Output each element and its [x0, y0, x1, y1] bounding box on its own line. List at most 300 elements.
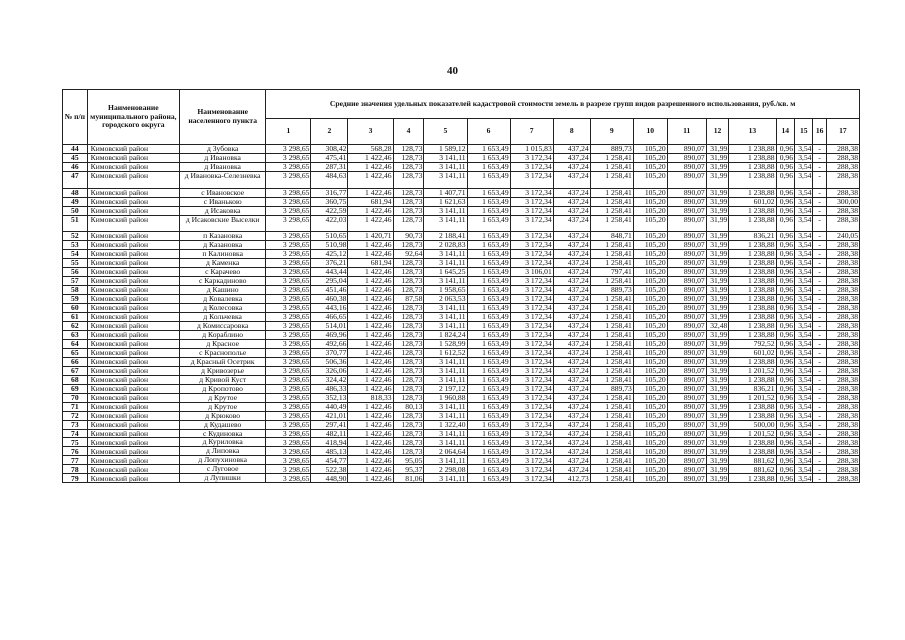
table-row — [63, 375, 860, 384]
value-cell: 3,54 — [795, 321, 813, 330]
column-number-header: 15 — [795, 119, 813, 145]
value-cell: 288,38 — [826, 348, 859, 357]
value-cell: 1 201,52 — [729, 429, 776, 438]
value-cell: 128,73 — [393, 268, 424, 277]
value-cell: 3,54 — [795, 393, 813, 402]
value-cell: 1 653,49 — [467, 474, 510, 483]
table-row — [63, 393, 860, 402]
value-cell: 1 422,46 — [348, 447, 393, 456]
value-cell: 3 298,65 — [266, 250, 311, 259]
value-cell: 568,28 — [348, 145, 393, 154]
value-cell: 3 172,34 — [510, 215, 553, 232]
value-cell: 105,20 — [633, 277, 667, 286]
value-cell: 31,99 — [706, 145, 729, 154]
value-cell: - — [813, 384, 826, 393]
table-row — [63, 465, 860, 474]
value-cell: 0,96 — [776, 384, 794, 393]
value-cell: 105,20 — [633, 197, 667, 206]
value-cell: 1 238,88 — [729, 447, 776, 456]
value-cell: 437,24 — [553, 162, 590, 171]
value-cell: 3 141,11 — [424, 429, 467, 438]
value-cell: 437,24 — [553, 330, 590, 339]
value-cell: 0,96 — [776, 312, 794, 321]
value-cell: 3 298,65 — [266, 215, 311, 232]
column-number-header: 12 — [706, 119, 729, 145]
value-cell: 288,38 — [826, 250, 859, 259]
value-cell: 31,99 — [706, 465, 729, 474]
value-cell: 437,24 — [553, 429, 590, 438]
value-cell: 3 298,65 — [266, 411, 311, 420]
value-cell: 3,54 — [795, 447, 813, 456]
value-cell: 0,96 — [776, 232, 794, 241]
region-name: Кимовский район — [87, 162, 179, 171]
value-cell: 890,07 — [667, 277, 706, 286]
value-cell: 1 422,46 — [348, 162, 393, 171]
value-cell: 1 653,49 — [467, 411, 510, 420]
value-cell: - — [813, 197, 826, 206]
value-cell: 1 653,49 — [467, 339, 510, 348]
value-cell: 437,24 — [553, 171, 590, 188]
value-cell: 3 141,11 — [424, 250, 467, 259]
value-cell: 1 422,46 — [348, 474, 393, 483]
row-number: 67 — [63, 366, 88, 375]
value-cell: 105,20 — [633, 215, 667, 232]
value-cell: 1 238,88 — [729, 321, 776, 330]
value-cell: 3 298,65 — [266, 393, 311, 402]
value-cell: 288,38 — [826, 384, 859, 393]
value-cell: 0,96 — [776, 294, 794, 303]
value-cell: 1 653,49 — [467, 277, 510, 286]
value-cell: 288,38 — [826, 339, 859, 348]
value-cell: 1 422,46 — [348, 456, 393, 465]
value-cell: 105,20 — [633, 171, 667, 188]
table-row — [63, 188, 860, 197]
value-cell: 890,07 — [667, 188, 706, 197]
row-number: 51 — [63, 215, 88, 232]
value-cell: 3 298,65 — [266, 366, 311, 375]
value-cell: 31,99 — [706, 171, 729, 188]
value-cell: 3 141,11 — [424, 162, 467, 171]
row-number: 77 — [63, 456, 88, 465]
value-cell: 288,38 — [826, 303, 859, 312]
value-cell: - — [813, 366, 826, 375]
value-cell: 3 298,65 — [266, 162, 311, 171]
settlement-name: д Комиссаровка — [180, 321, 266, 330]
value-cell: 437,24 — [553, 456, 590, 465]
value-cell: 3,54 — [795, 312, 813, 321]
value-cell: 437,24 — [553, 312, 590, 321]
value-cell: 1 653,49 — [467, 197, 510, 206]
value-cell: 1 422,46 — [348, 465, 393, 474]
region-name: Кимовский район — [87, 321, 179, 330]
value-cell: 1 653,49 — [467, 429, 510, 438]
table-row — [63, 321, 860, 330]
value-cell: 0,96 — [776, 206, 794, 215]
value-cell: 3 298,65 — [266, 312, 311, 321]
row-number: 62 — [63, 321, 88, 330]
value-cell: 31,99 — [706, 312, 729, 321]
value-cell: 437,24 — [553, 384, 590, 393]
value-cell: 437,24 — [553, 411, 590, 420]
value-cell: 1 422,46 — [348, 321, 393, 330]
value-cell: 1 238,88 — [729, 206, 776, 215]
value-cell: 288,38 — [826, 241, 859, 250]
value-cell: 297,41 — [311, 420, 348, 429]
value-cell: 80,13 — [393, 402, 424, 411]
value-cell: 3 298,65 — [266, 375, 311, 384]
value-cell: 1 258,41 — [590, 321, 633, 330]
value-cell: - — [813, 277, 826, 286]
value-cell: 437,24 — [553, 268, 590, 277]
value-cell: 105,20 — [633, 188, 667, 197]
value-cell: 128,73 — [393, 206, 424, 215]
header-num: № п/п — [63, 90, 88, 145]
region-name: Кимовский район — [87, 375, 179, 384]
table-row — [63, 259, 860, 268]
value-cell: 3 172,34 — [510, 411, 553, 420]
value-cell: 3 172,34 — [510, 232, 553, 241]
value-cell: 1 015,83 — [510, 145, 553, 154]
row-number: 61 — [63, 312, 88, 321]
value-cell: 3 141,11 — [424, 206, 467, 215]
value-cell: 0,96 — [776, 241, 794, 250]
value-cell: 482,11 — [311, 429, 348, 438]
value-cell: 1 238,88 — [729, 268, 776, 277]
settlement-name: с Луговое — [180, 465, 266, 474]
value-cell: 0,96 — [776, 438, 794, 447]
value-cell: 288,38 — [826, 162, 859, 171]
value-cell: 31,99 — [706, 375, 729, 384]
region-name: Кимовский район — [87, 474, 179, 483]
value-cell: 1 238,88 — [729, 474, 776, 483]
value-cell: 437,24 — [553, 357, 590, 366]
value-cell: 0,96 — [776, 411, 794, 420]
value-cell: 1 258,41 — [590, 438, 633, 447]
value-cell: 1 653,49 — [467, 393, 510, 402]
value-cell: 1 653,49 — [467, 259, 510, 268]
value-cell: 836,21 — [729, 232, 776, 241]
value-cell: 31,99 — [706, 197, 729, 206]
value-cell: 681,94 — [348, 259, 393, 268]
value-cell: 1 653,49 — [467, 402, 510, 411]
value-cell: 0,96 — [776, 366, 794, 375]
value-cell: 1 258,41 — [590, 162, 633, 171]
value-cell: 3 172,34 — [510, 357, 553, 366]
value-cell: 797,41 — [590, 268, 633, 277]
value-cell: 1 653,49 — [467, 188, 510, 197]
value-cell: 32,48 — [706, 321, 729, 330]
value-cell: 3 298,65 — [266, 420, 311, 429]
value-cell: 105,20 — [633, 402, 667, 411]
value-cell: 3 172,34 — [510, 321, 553, 330]
value-cell: 360,75 — [311, 197, 348, 206]
table-row — [63, 241, 860, 250]
value-cell: 1 653,49 — [467, 171, 510, 188]
value-cell: 1 258,41 — [590, 206, 633, 215]
table-row — [63, 206, 860, 215]
row-number: 71 — [63, 402, 88, 411]
value-cell: 3 172,34 — [510, 277, 553, 286]
table-row — [63, 384, 860, 393]
value-cell: 2 028,83 — [424, 241, 467, 250]
value-cell: 3 298,65 — [266, 206, 311, 215]
value-cell: 3,54 — [795, 171, 813, 188]
value-cell: 105,20 — [633, 375, 667, 384]
value-cell: 288,38 — [826, 206, 859, 215]
value-cell: 3 172,34 — [510, 447, 553, 456]
value-cell: 31,99 — [706, 153, 729, 162]
value-cell: 3,54 — [795, 456, 813, 465]
value-cell: 3 298,65 — [266, 259, 311, 268]
column-number-header: 11 — [667, 119, 706, 145]
row-number: 47 — [63, 171, 88, 188]
value-cell: 240,05 — [826, 232, 859, 241]
value-cell: 1 238,88 — [729, 215, 776, 232]
region-name: Кимовский район — [87, 188, 179, 197]
value-cell: 3,54 — [795, 286, 813, 295]
column-number-header: 5 — [424, 119, 467, 145]
value-cell: 31,99 — [706, 411, 729, 420]
value-cell: 287,31 — [311, 162, 348, 171]
value-cell: 288,38 — [826, 474, 859, 483]
value-cell: 288,38 — [826, 188, 859, 197]
value-cell: 889,73 — [590, 286, 633, 295]
region-name: Кимовский район — [87, 232, 179, 241]
value-cell: - — [813, 348, 826, 357]
value-cell: 1 258,41 — [590, 465, 633, 474]
value-cell: 128,73 — [393, 277, 424, 286]
value-cell: 3,54 — [795, 241, 813, 250]
column-number-header: 10 — [633, 119, 667, 145]
value-cell: 31,99 — [706, 259, 729, 268]
value-cell: 105,20 — [633, 312, 667, 321]
region-name: Кимовский район — [87, 384, 179, 393]
row-number: 44 — [63, 145, 88, 154]
row-number: 55 — [63, 259, 88, 268]
value-cell: 31,99 — [706, 206, 729, 215]
row-number: 45 — [63, 153, 88, 162]
value-cell: 1 422,46 — [348, 366, 393, 375]
value-cell: 1 653,49 — [467, 465, 510, 474]
row-number: 56 — [63, 268, 88, 277]
row-number: 59 — [63, 294, 88, 303]
value-cell: 514,01 — [311, 321, 348, 330]
value-cell: 437,24 — [553, 375, 590, 384]
value-cell: 3,54 — [795, 420, 813, 429]
settlement-name: д Каменка — [180, 259, 266, 268]
value-cell: 1 653,49 — [467, 232, 510, 241]
header-settlement: Наименование населенного пункта — [180, 90, 266, 145]
value-cell: 128,73 — [393, 411, 424, 420]
value-cell: 1 258,41 — [590, 153, 633, 162]
value-cell: 1 422,46 — [348, 206, 393, 215]
value-cell: 890,07 — [667, 303, 706, 312]
value-cell: 3 172,34 — [510, 384, 553, 393]
value-cell: 2 298,08 — [424, 465, 467, 474]
value-cell: 31,99 — [706, 384, 729, 393]
value-cell: 3,54 — [795, 429, 813, 438]
value-cell: 3 141,11 — [424, 474, 467, 483]
settlement-name: д Куриловка — [180, 438, 266, 447]
value-cell: 1 258,41 — [590, 375, 633, 384]
value-cell: - — [813, 312, 826, 321]
region-name: Кимовский район — [87, 456, 179, 465]
value-cell: 1 238,88 — [729, 286, 776, 295]
value-cell: 288,38 — [826, 411, 859, 420]
region-name: Кимовский район — [87, 348, 179, 357]
value-cell: 3 298,65 — [266, 171, 311, 188]
value-cell: 484,63 — [311, 171, 348, 188]
row-number: 49 — [63, 197, 88, 206]
value-cell: 1 258,41 — [590, 330, 633, 339]
value-cell: 1 422,46 — [348, 277, 393, 286]
value-cell: 3,54 — [795, 465, 813, 474]
value-cell: 128,73 — [393, 447, 424, 456]
value-cell: 87,58 — [393, 294, 424, 303]
settlement-name: п Казановка — [180, 232, 266, 241]
value-cell: 3 141,11 — [424, 366, 467, 375]
value-cell: 31,99 — [706, 277, 729, 286]
table-row — [63, 348, 860, 357]
value-cell: 418,94 — [311, 438, 348, 447]
region-name: Кимовский район — [87, 250, 179, 259]
value-cell: 1 422,46 — [348, 312, 393, 321]
value-cell: 0,96 — [776, 259, 794, 268]
value-cell: 3,54 — [795, 474, 813, 483]
value-cell: 890,07 — [667, 153, 706, 162]
value-cell: 31,99 — [706, 447, 729, 456]
value-cell: 105,20 — [633, 411, 667, 420]
value-cell: 105,20 — [633, 286, 667, 295]
value-cell: 3,54 — [795, 162, 813, 171]
value-cell: 31,99 — [706, 286, 729, 295]
value-cell: 506,36 — [311, 357, 348, 366]
region-name: Кимовский район — [87, 286, 179, 295]
row-number: 50 — [63, 206, 88, 215]
value-cell: 3 298,65 — [266, 294, 311, 303]
value-cell: 3,54 — [795, 375, 813, 384]
settlement-name: д Липовка — [180, 447, 266, 456]
value-cell: 1 422,46 — [348, 241, 393, 250]
value-cell: 448,90 — [311, 474, 348, 483]
value-cell: 3 298,65 — [266, 277, 311, 286]
value-cell: 890,07 — [667, 420, 706, 429]
column-number-header: 6 — [467, 119, 510, 145]
value-cell: 128,73 — [393, 330, 424, 339]
value-cell: 370,77 — [311, 348, 348, 357]
value-cell: 890,07 — [667, 268, 706, 277]
value-cell: 288,38 — [826, 294, 859, 303]
row-number: 65 — [63, 348, 88, 357]
value-cell: 3,54 — [795, 303, 813, 312]
table-body — [63, 145, 860, 483]
value-cell: 31,99 — [706, 420, 729, 429]
value-cell: 1 422,46 — [348, 420, 393, 429]
value-cell: 443,16 — [311, 303, 348, 312]
row-number: 53 — [63, 241, 88, 250]
value-cell: 31,99 — [706, 429, 729, 438]
value-cell: 3 298,65 — [266, 197, 311, 206]
value-cell: 3 172,34 — [510, 312, 553, 321]
value-cell: 890,07 — [667, 321, 706, 330]
value-cell: 601,02 — [729, 348, 776, 357]
value-cell: 288,38 — [826, 438, 859, 447]
value-cell: 3,54 — [795, 411, 813, 420]
value-cell: 128,73 — [393, 286, 424, 295]
value-cell: 1 258,41 — [590, 312, 633, 321]
value-cell: 31,99 — [706, 348, 729, 357]
value-cell: 31,99 — [706, 268, 729, 277]
settlement-name: п Калиновка — [180, 250, 266, 259]
value-cell: 31,99 — [706, 330, 729, 339]
value-cell: 437,24 — [553, 206, 590, 215]
value-cell: 105,20 — [633, 339, 667, 348]
settlement-name: д Кривозерье — [180, 366, 266, 375]
table-row — [63, 145, 860, 154]
value-cell: 31,99 — [706, 339, 729, 348]
value-cell: 105,20 — [633, 303, 667, 312]
settlement-name: д Колесовка — [180, 303, 266, 312]
value-cell: 437,24 — [553, 402, 590, 411]
value-cell: 437,24 — [553, 241, 590, 250]
value-cell: 510,65 — [311, 232, 348, 241]
value-cell: 1 653,49 — [467, 330, 510, 339]
value-cell: - — [813, 339, 826, 348]
value-cell: 128,73 — [393, 145, 424, 154]
value-cell: 3 298,65 — [266, 447, 311, 456]
value-cell: 31,99 — [706, 215, 729, 232]
value-cell: - — [813, 321, 826, 330]
region-name: Кимовский район — [87, 171, 179, 188]
value-cell: 0,96 — [776, 474, 794, 483]
column-number-header: 3 — [348, 119, 393, 145]
value-cell: 1 422,46 — [348, 330, 393, 339]
value-cell: 3 172,34 — [510, 206, 553, 215]
value-cell: 105,20 — [633, 420, 667, 429]
settlement-name: д Кольчевка — [180, 312, 266, 321]
value-cell: 352,13 — [311, 393, 348, 402]
value-cell: 128,73 — [393, 438, 424, 447]
value-cell: 92,64 — [393, 250, 424, 259]
value-cell: 1 238,88 — [729, 438, 776, 447]
value-cell: 128,73 — [393, 197, 424, 206]
settlement-name: д Кудашево — [180, 420, 266, 429]
value-cell: 1 238,88 — [729, 277, 776, 286]
region-name: Кимовский район — [87, 303, 179, 312]
value-cell: 0,96 — [776, 357, 794, 366]
value-cell: 1 653,49 — [467, 162, 510, 171]
column-number-header: 13 — [729, 119, 776, 145]
table-row — [63, 411, 860, 420]
value-cell: 1 258,41 — [590, 303, 633, 312]
value-cell: 128,73 — [393, 188, 424, 197]
value-cell: 128,73 — [393, 241, 424, 250]
row-number: 69 — [63, 384, 88, 393]
table-row — [63, 339, 860, 348]
value-cell: 81,06 — [393, 474, 424, 483]
region-name: Кимовский район — [87, 153, 179, 162]
value-cell: 105,20 — [633, 348, 667, 357]
value-cell: 1 653,49 — [467, 348, 510, 357]
value-cell: 890,07 — [667, 384, 706, 393]
value-cell: 1 653,49 — [467, 286, 510, 295]
value-cell: - — [813, 162, 826, 171]
value-cell: 848,71 — [590, 232, 633, 241]
value-cell: 1 238,88 — [729, 250, 776, 259]
row-number: 52 — [63, 232, 88, 241]
value-cell: 3 172,34 — [510, 465, 553, 474]
region-name: Кимовский район — [87, 259, 179, 268]
